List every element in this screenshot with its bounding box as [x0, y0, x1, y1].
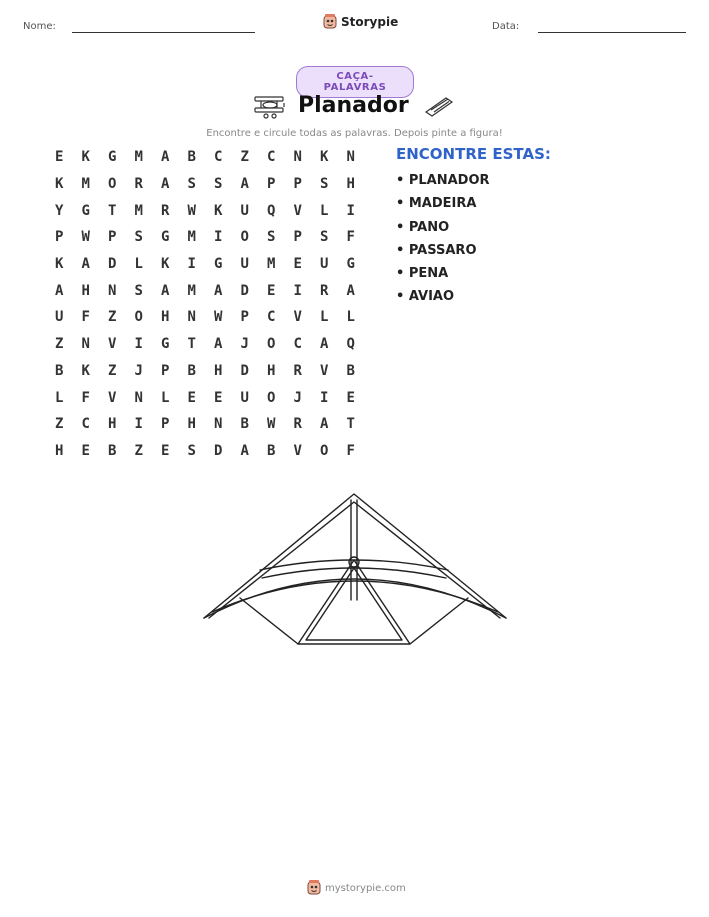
grid-cell[interactable]: K [214, 202, 223, 219]
brand [323, 14, 398, 30]
word-item: • PLANADOR [396, 173, 490, 188]
grid-cell[interactable]: C [293, 336, 302, 353]
grid-cell[interactable]: H [81, 282, 90, 299]
grid-cell[interactable]: J [134, 362, 143, 379]
grid-cell[interactable]: O [320, 442, 329, 459]
grid-cell[interactable]: K [55, 176, 64, 193]
grid-cell[interactable]: A [320, 416, 329, 433]
grid-cell[interactable]: E [161, 442, 170, 459]
grid-cell[interactable]: G [108, 149, 117, 166]
grid-cell[interactable]: H [267, 362, 276, 379]
grid-cell[interactable]: V [293, 202, 302, 219]
grid-cell[interactable]: Q [346, 336, 355, 353]
grid-cell[interactable]: I [134, 416, 143, 433]
grid-cell[interactable]: N [214, 416, 223, 433]
grid-cell[interactable]: L [346, 309, 355, 326]
grid-cell[interactable]: S [214, 176, 223, 193]
grid-cell[interactable]: U [320, 256, 329, 273]
grid-cell[interactable]: H [55, 442, 64, 459]
grid-cell[interactable]: B [187, 362, 196, 379]
grid-cell[interactable]: R [161, 202, 170, 219]
grid-cell[interactable]: G [81, 202, 90, 219]
grid-cell[interactable]: P [293, 229, 302, 246]
grid-cell[interactable]: N [134, 389, 143, 406]
grid-cell[interactable]: A [214, 336, 223, 353]
grid-cell[interactable]: B [187, 149, 196, 166]
grid-cell[interactable]: D [240, 282, 249, 299]
grid-cell[interactable]: A [346, 282, 355, 299]
grid-cell[interactable]: U [240, 202, 249, 219]
grid-cell[interactable]: A [81, 256, 90, 273]
grid-cell[interactable]: N [293, 149, 302, 166]
grid-cell[interactable]: K [81, 362, 90, 379]
grid-cell[interactable]: S [320, 176, 329, 193]
grid-cell[interactable]: M [134, 202, 143, 219]
grid-cell[interactable]: N [346, 149, 355, 166]
grid-cell[interactable]: L [55, 389, 64, 406]
grid-cell[interactable]: E [346, 389, 355, 406]
grid-cell[interactable]: M [267, 256, 276, 273]
grid-cell[interactable]: H [161, 309, 170, 326]
grid-cell[interactable]: W [267, 416, 276, 433]
grid-cell[interactable]: S [320, 229, 329, 246]
grid-cell[interactable]: N [108, 282, 117, 299]
grid-cell[interactable]: Y [55, 202, 64, 219]
biplane-icon [253, 94, 287, 120]
grid-cell[interactable]: T [187, 336, 196, 353]
grid-cell[interactable]: K [81, 149, 90, 166]
storypie-logo-icon [307, 880, 321, 896]
storypie-logo-icon [323, 14, 337, 30]
hang-glider-illustration[interactable] [200, 488, 510, 663]
grid-cell[interactable]: A [240, 442, 249, 459]
grid-cell[interactable]: K [55, 256, 64, 273]
name-line[interactable] [72, 32, 255, 33]
grid-cell[interactable]: V [293, 442, 302, 459]
grid-cell[interactable]: L [320, 309, 329, 326]
grid-cell[interactable]: K [320, 149, 329, 166]
grid-cell[interactable]: P [55, 229, 64, 246]
grid-cell[interactable]: R [293, 416, 302, 433]
footer-url[interactable]: mystorypie.com [325, 882, 406, 894]
grid-cell[interactable]: Z [240, 149, 249, 166]
grid-cell[interactable]: R [293, 362, 302, 379]
grid-cell[interactable]: O [267, 389, 276, 406]
grid-cell[interactable]: B [267, 442, 276, 459]
grid-cell[interactable]: W [214, 309, 223, 326]
word-item: • MADEIRA [396, 196, 477, 212]
grid-cell[interactable]: P [267, 176, 276, 193]
grid-cell[interactable]: R [134, 176, 143, 193]
grid-cell[interactable]: O [240, 229, 249, 246]
grid-cell[interactable]: G [161, 336, 170, 353]
grid-cell[interactable]: M [134, 149, 143, 166]
word-item: • AVIAO [396, 289, 455, 305]
grid-cell[interactable]: S [267, 229, 276, 246]
grid-cell[interactable]: G [346, 256, 355, 273]
grid-cell[interactable]: A [240, 176, 249, 193]
grid-cell[interactable]: G [214, 256, 223, 273]
grid-cell[interactable]: E [267, 282, 276, 299]
grid-cell[interactable]: S [187, 442, 196, 459]
grid-cell[interactable]: N [81, 336, 90, 353]
grid-cell[interactable]: H [214, 362, 223, 379]
word-item: • PANO [396, 219, 450, 235]
grid-cell[interactable]: Z [108, 362, 117, 379]
grid-cell[interactable]: F [81, 309, 90, 326]
grid-cell[interactable]: Z [55, 416, 64, 433]
grid-cell[interactable]: O [267, 336, 276, 353]
name-label: Nome: [23, 21, 56, 32]
word-list-title: ENCONTRE ESTAS: [396, 145, 551, 163]
grid-cell[interactable]: N [187, 309, 196, 326]
grid-cell[interactable]: E [214, 389, 223, 406]
grid-cell[interactable]: C [214, 149, 223, 166]
grid-cell[interactable]: L [134, 256, 143, 273]
wood-plank-icon [424, 94, 454, 118]
grid-cell[interactable]: H [187, 416, 196, 433]
grid-cell[interactable]: I [214, 229, 223, 246]
grid-cell[interactable]: V [293, 309, 302, 326]
grid-cell[interactable]: A [161, 282, 170, 299]
grid-cell[interactable]: H [346, 176, 355, 193]
grid-cell[interactable]: L [320, 202, 329, 219]
grid-cell[interactable]: I [320, 389, 329, 406]
grid-cell[interactable]: B [108, 442, 117, 459]
grid-cell[interactable]: W [81, 229, 90, 246]
instructions: Encontre e circule todas as palavras. Depois pinte a figura! [206, 128, 503, 139]
grid-cell[interactable]: E [55, 149, 64, 166]
grid-cell[interactable]: C [267, 309, 276, 326]
grid-cell[interactable]: A [214, 282, 223, 299]
word-list [396, 145, 551, 309]
grid-cell[interactable]: D [240, 362, 249, 379]
activity-tag: CAÇA-PALAVRAS [296, 66, 414, 98]
footer [307, 880, 406, 896]
grid-cell[interactable]: E [293, 256, 302, 273]
grid-cell[interactable]: E [81, 442, 90, 459]
word-item: • PENA [396, 266, 449, 282]
page-title: Planador [298, 93, 409, 118]
word-search-grid[interactable] [54, 144, 372, 464]
grid-cell[interactable]: B [240, 416, 249, 433]
grid-cell[interactable]: M [81, 176, 90, 193]
grid-cell[interactable]: Q [267, 202, 276, 219]
grid-cell[interactable]: O [134, 309, 143, 326]
grid-cell[interactable]: P [293, 176, 302, 193]
grid-cell[interactable]: Z [55, 336, 64, 353]
grid-cell[interactable]: B [55, 362, 64, 379]
grid-cell[interactable]: T [346, 416, 355, 433]
grid-cell[interactable]: I [293, 282, 302, 299]
grid-cell[interactable]: O [108, 176, 117, 193]
grid-cell[interactable]: E [187, 389, 196, 406]
grid-cell[interactable]: L [161, 389, 170, 406]
grid-cell[interactable]: H [108, 416, 117, 433]
brand-name: Storypie [341, 15, 399, 29]
grid-cell[interactable]: R [320, 282, 329, 299]
grid-cell[interactable]: S [134, 229, 143, 246]
grid-cell[interactable]: Z [134, 442, 143, 459]
grid-cell[interactable]: A [320, 336, 329, 353]
grid-cell[interactable]: J [293, 389, 302, 406]
grid-cell[interactable]: D [108, 256, 117, 273]
grid-cell[interactable]: C [267, 149, 276, 166]
grid-cell[interactable]: A [55, 282, 64, 299]
grid-cell[interactable]: P [161, 416, 170, 433]
word-item: • PASSARO [396, 242, 477, 258]
grid-cell[interactable]: D [214, 442, 223, 459]
grid-cell[interactable]: W [187, 202, 196, 219]
grid-cell[interactable]: V [108, 389, 117, 406]
grid-cell[interactable]: F [346, 442, 355, 459]
grid-cell[interactable]: V [320, 362, 329, 379]
grid-cell[interactable]: P [161, 362, 170, 379]
grid-cell[interactable]: V [108, 336, 117, 353]
grid-cell[interactable]: U [240, 256, 249, 273]
grid-cell[interactable]: M [187, 282, 196, 299]
date-label: Data: [492, 21, 520, 32]
grid-cell[interactable]: F [81, 389, 90, 406]
grid-cell[interactable]: P [108, 229, 117, 246]
grid-cell[interactable]: U [55, 309, 64, 326]
grid-cell[interactable]: I [187, 256, 196, 273]
date-line[interactable] [538, 32, 686, 33]
grid-cell[interactable]: A [161, 176, 170, 193]
grid-cell[interactable]: S [134, 282, 143, 299]
grid-cell[interactable]: M [187, 229, 196, 246]
grid-cell[interactable]: I [134, 336, 143, 353]
grid-cell[interactable]: F [346, 229, 355, 246]
grid-cell[interactable]: C [81, 416, 90, 433]
grid-cell[interactable]: T [108, 202, 117, 219]
grid-cell[interactable]: K [161, 256, 170, 273]
grid-cell[interactable]: P [240, 309, 249, 326]
grid-cell[interactable]: A [161, 149, 170, 166]
grid-cell[interactable]: B [346, 362, 355, 379]
grid-cell[interactable]: S [187, 176, 196, 193]
grid-cell[interactable]: G [161, 229, 170, 246]
grid-cell[interactable]: I [346, 202, 355, 219]
grid-cell[interactable]: Z [108, 309, 117, 326]
grid-cell[interactable]: J [240, 336, 249, 353]
grid-cell[interactable]: U [240, 389, 249, 406]
